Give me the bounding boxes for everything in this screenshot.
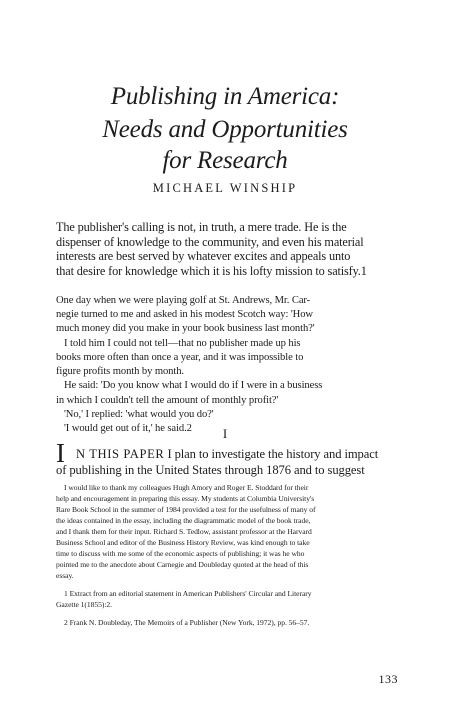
epigraph-line: that desire for knowledge which it is his lofty mission to satisfy.1 <box>56 264 367 278</box>
footnote-line: I would like to thank my colleagues Hugh Amory and Roger E. Stoddard for their <box>64 483 309 492</box>
article-title-line-3: for Research <box>162 147 288 174</box>
epigraph-line: He said: 'Do you know what I would do if I were in a business <box>64 380 323 391</box>
epigraph-line: The publisher's calling is not, in truth, a mere trade. He is the <box>56 220 347 234</box>
epigraph-line: much money did you make in your book business last month?' <box>56 323 315 334</box>
footnote-line: help and encouragement in preparing this essay. My students at Columbia University's <box>56 494 315 503</box>
page-number: 133 <box>378 672 398 686</box>
footnote-2: 2 Frank N. Doubleday, The Memoirs of a Publisher (New York, 1972), pp. 56–57. <box>64 618 310 627</box>
section-number: I <box>222 426 228 441</box>
epigraph-line: dispenser of knowledge to the community, and even his material <box>56 235 364 249</box>
footnote-line: essay. <box>56 571 74 580</box>
epigraph-line: 'No,' I replied: 'what would you do?' <box>64 409 214 420</box>
opening-small-caps: N THIS PAPER <box>76 447 165 461</box>
footnote-line: and I thank them for their input. Richard S. Tedlow, assistant professor at the Harvard <box>56 527 312 536</box>
epigraph-line: 'I would get out of it,' he said.2 <box>64 423 192 434</box>
body-line-2: of publishing in the United States through 1876 and to suggest <box>56 463 365 477</box>
epigraph-line: books more often than once a year, and it was impossible to <box>56 352 304 363</box>
footnote-1-line: 1 Extract from an editorial statement in American Publishers' Circular and Literary <box>64 589 312 598</box>
epigraph-line: interests are best served by whatever excites and appeals unto <box>56 249 351 263</box>
epigraph-line: negie turned to me and asked in his modest Scotch way: 'How <box>56 309 313 320</box>
article-title-line-1: Publishing in America: <box>110 83 340 110</box>
footnote-1-line: Gazette 1(1855):2. <box>56 600 113 609</box>
footnote-line: the ideas contained in the essay, including the diagrammatic model of the book trade, <box>56 516 311 525</box>
footnote-line: Business School and editor of the Business History Review, was kind enough to take <box>56 538 310 547</box>
epigraph-line: figure profits month by month. <box>56 366 184 377</box>
epigraph-line: in which I couldn't tell the amount of monthly profit?' <box>56 395 279 406</box>
body-line-1 <box>76 448 378 461</box>
epigraph-line: One day when we were playing golf at St. Andrews, Mr. Car- <box>56 295 311 306</box>
footnote-line: time to discuss with me some of the economic aspects of publishing; it was he who <box>56 549 305 558</box>
author-name: MICHAEL WINSHIP <box>152 181 298 195</box>
drop-cap: I <box>56 438 65 468</box>
body-line-1-text: I plan to investigate the history and impact <box>164 447 379 461</box>
article-title-line-2: Needs and Opportunities <box>102 116 348 143</box>
footnote-line: pointed me to the anecdote about Carnegie and Doubleday quoted at the head of this <box>56 560 309 569</box>
footnote-line: Rare Book School in the summer of 1984 provided a test for the usefulness of many of <box>56 505 316 514</box>
epigraph-line: I told him I could not tell—that no publisher made up his <box>64 338 301 349</box>
